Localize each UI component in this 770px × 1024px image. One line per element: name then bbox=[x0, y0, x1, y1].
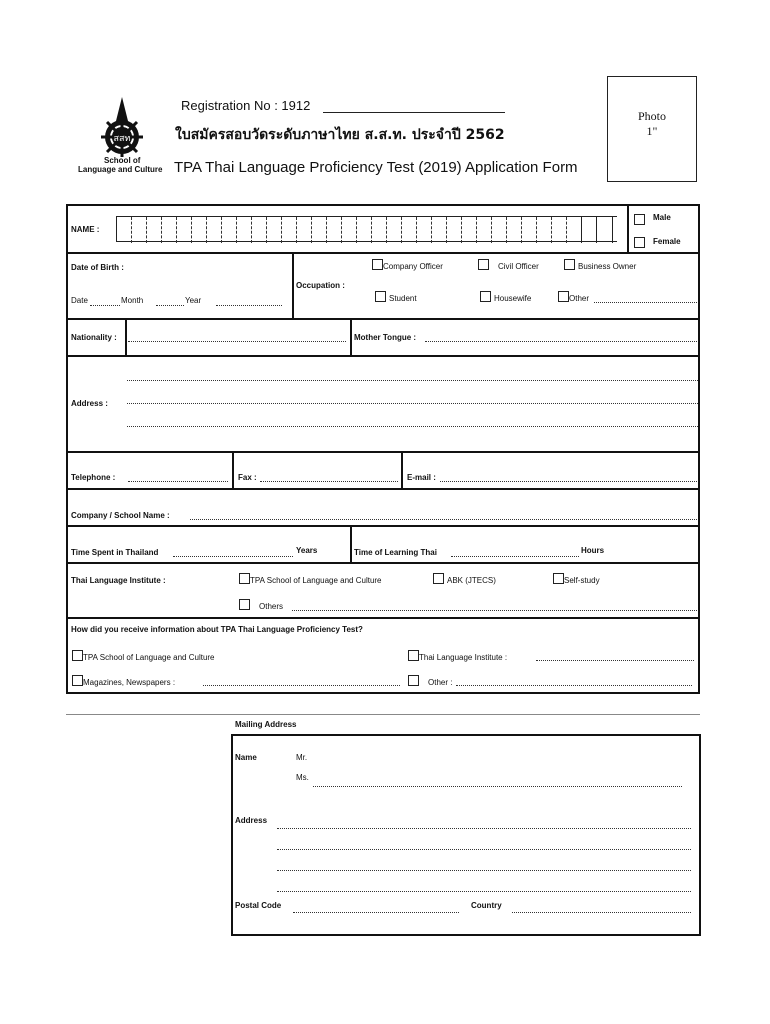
mailing-address-label: Address bbox=[235, 816, 268, 825]
mailing-name-field[interactable] bbox=[313, 786, 682, 787]
checkbox[interactable] bbox=[558, 291, 569, 302]
address-line-1[interactable] bbox=[127, 380, 698, 381]
email-label: E-mail : bbox=[407, 473, 436, 482]
fax-label: Fax : bbox=[238, 473, 257, 482]
time-learning-label: Time of Learning Thai bbox=[354, 548, 437, 557]
dob-month-field[interactable] bbox=[156, 305, 184, 306]
application-form bbox=[66, 204, 700, 694]
nationality-label: Nationality : bbox=[71, 333, 117, 342]
male-label: Male bbox=[653, 213, 671, 222]
hours-label: Hours bbox=[581, 546, 605, 555]
how-tpa[interactable]: TPA School of Language and Culture bbox=[72, 650, 215, 662]
divider bbox=[66, 525, 700, 527]
registration-line bbox=[323, 112, 505, 113]
occ-housewife[interactable]: Housewife bbox=[480, 291, 531, 303]
inst-abk[interactable]: ABK (JTECS) bbox=[433, 573, 496, 585]
thai-title: ใบสมัครสอบวัดระดับภาษาไทย ส.ส.ท. ประจำปี 2562 bbox=[175, 127, 505, 143]
address-label: Address : bbox=[71, 399, 108, 408]
english-title: TPA Thai Language Proficiency Test (2019) Application Form bbox=[174, 159, 578, 176]
occ-other[interactable]: Other bbox=[558, 291, 589, 303]
divider bbox=[401, 451, 403, 489]
mother-tongue-label: Mother Tongue : bbox=[354, 333, 417, 342]
divider bbox=[66, 451, 700, 453]
mailing-address-line-4[interactable] bbox=[277, 891, 691, 892]
inst-tpa[interactable]: TPA School of Language and Culture bbox=[239, 573, 382, 585]
checkbox[interactable] bbox=[480, 291, 491, 302]
occ-civil-officer[interactable]: Civil Officer bbox=[478, 259, 539, 271]
female-label: Female bbox=[653, 237, 681, 246]
dob-year-label: Year bbox=[185, 296, 202, 305]
occ-company-officer[interactable]: Company Officer bbox=[372, 259, 443, 271]
address-line-3[interactable] bbox=[127, 426, 698, 427]
mailing-mr: Mr. bbox=[296, 753, 308, 762]
country-field[interactable] bbox=[512, 912, 691, 913]
how-other-field[interactable] bbox=[456, 685, 692, 686]
institute-label: Thai Language Institute : bbox=[71, 576, 166, 585]
mother-tongue-field[interactable] bbox=[425, 341, 697, 342]
checkbox[interactable] bbox=[564, 259, 575, 270]
checkbox[interactable] bbox=[433, 573, 444, 584]
divider bbox=[66, 318, 700, 320]
divider bbox=[66, 252, 700, 254]
school-logo bbox=[96, 95, 148, 157]
dob-label: Date of Birth : bbox=[71, 263, 124, 272]
dob-year-field[interactable] bbox=[216, 305, 282, 306]
how-institute-field[interactable] bbox=[536, 660, 694, 661]
checkbox[interactable] bbox=[372, 259, 383, 270]
photo-label: Photo bbox=[637, 109, 666, 123]
telephone-field[interactable] bbox=[128, 481, 228, 482]
time-thailand-field[interactable] bbox=[173, 556, 293, 557]
checkbox[interactable] bbox=[72, 650, 83, 661]
telephone-label: Telephone : bbox=[71, 473, 116, 482]
time-learning-field[interactable] bbox=[451, 556, 579, 557]
name-input-boxes[interactable] bbox=[116, 216, 617, 242]
how-label: How did you receive information about TPA Thai Language Proficiency Test? bbox=[71, 625, 363, 634]
logo-caption-1: School of bbox=[104, 156, 141, 165]
years-label: Years bbox=[296, 546, 318, 555]
how-other[interactable]: Other : bbox=[408, 675, 452, 687]
divider bbox=[66, 488, 700, 490]
divider bbox=[350, 318, 352, 356]
divider bbox=[125, 318, 127, 356]
mailing-address-line-1[interactable] bbox=[277, 828, 691, 829]
inst-self-study[interactable]: Self-study bbox=[553, 573, 600, 585]
divider bbox=[66, 617, 700, 619]
svg-text:สสท: สสท bbox=[113, 134, 131, 144]
divider bbox=[292, 252, 294, 319]
occupation-label: Occupation : bbox=[296, 281, 345, 290]
nationality-field[interactable] bbox=[128, 341, 346, 342]
dob-date-label: Date bbox=[71, 296, 88, 305]
occ-business-owner[interactable]: Business Owner bbox=[564, 259, 636, 271]
mailing-title: Mailing Address bbox=[235, 720, 297, 729]
fax-field[interactable] bbox=[260, 481, 398, 482]
dob-month-label: Month bbox=[121, 296, 144, 305]
address-line-2[interactable] bbox=[127, 403, 698, 404]
mailing-address-line-2[interactable] bbox=[277, 849, 691, 850]
checkbox[interactable] bbox=[553, 573, 564, 584]
logo-caption-2: Language and Culture bbox=[78, 165, 163, 174]
registration-number: Registration No : 1912 bbox=[181, 98, 311, 113]
inst-others[interactable]: Others bbox=[239, 599, 283, 611]
occ-student[interactable]: Student bbox=[375, 291, 417, 303]
country-label: Country bbox=[471, 901, 502, 910]
name-label: NAME : bbox=[71, 225, 100, 234]
photo-box[interactable] bbox=[607, 76, 697, 182]
divider bbox=[627, 204, 629, 254]
mailing-name-label: Name bbox=[235, 753, 257, 762]
occ-other-field[interactable] bbox=[594, 302, 697, 303]
logo-icon bbox=[96, 95, 148, 157]
checkbox[interactable] bbox=[408, 650, 419, 661]
email-field[interactable] bbox=[440, 481, 697, 482]
postal-code-field[interactable] bbox=[293, 912, 459, 913]
separator-line bbox=[66, 714, 700, 715]
company-field[interactable] bbox=[190, 519, 697, 520]
how-magazines[interactable]: Magazines, Newspapers : bbox=[72, 675, 175, 687]
female-checkbox[interactable] bbox=[634, 234, 645, 252]
male-checkbox[interactable] bbox=[634, 211, 645, 229]
mailing-address-line-3[interactable] bbox=[277, 870, 691, 871]
checkbox[interactable] bbox=[72, 675, 83, 686]
postal-code-label: Postal Code bbox=[235, 901, 282, 910]
checkbox[interactable] bbox=[375, 291, 386, 302]
mailing-ms: Ms. bbox=[296, 773, 309, 782]
company-label: Company / School Name : bbox=[71, 511, 170, 520]
divider bbox=[66, 355, 700, 357]
divider bbox=[66, 562, 700, 564]
checkbox[interactable] bbox=[478, 259, 489, 270]
how-institute[interactable]: Thai Language Institute : bbox=[408, 650, 507, 662]
dob-date-field[interactable] bbox=[90, 305, 120, 306]
checkbox[interactable] bbox=[408, 675, 419, 686]
divider bbox=[350, 525, 352, 563]
checkbox[interactable] bbox=[239, 599, 250, 610]
time-thailand-label: Time Spent in Thailand bbox=[71, 548, 159, 557]
inst-others-field[interactable] bbox=[292, 610, 697, 611]
photo-size: 1" bbox=[646, 124, 658, 138]
divider bbox=[232, 451, 234, 489]
how-magazines-field[interactable] bbox=[203, 685, 400, 686]
mailing-address-box bbox=[231, 734, 701, 936]
checkbox[interactable] bbox=[239, 573, 250, 584]
